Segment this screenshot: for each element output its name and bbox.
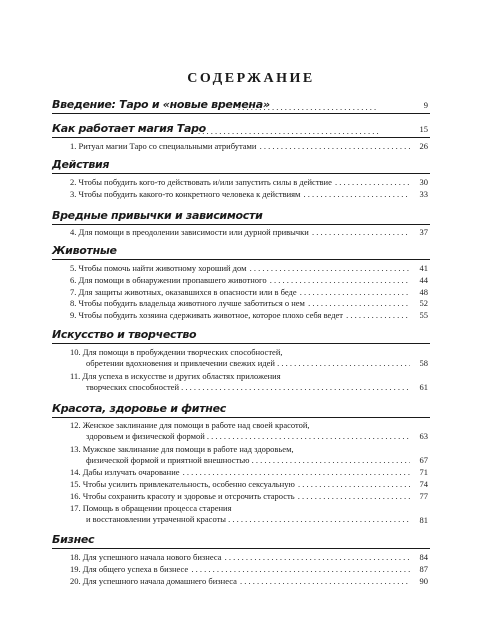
toc-entry-11 [70,371,430,393]
entry-text: 2. Чтобы побудить кого-то действовать и/или запустить силы в действие [70,177,332,187]
entry-text-cont [70,514,410,525]
toc-entry-9 [70,310,410,321]
toc-entry-17 [70,503,430,525]
toc-entry-8 [70,298,410,309]
section-animals [52,243,430,260]
entry-page: 30 [419,177,428,187]
entry-text: 5. Чтобы помочь найти животному хороший дом [70,263,247,273]
entry-text-line2: творческих способностей [86,382,179,392]
toc-entry-5 [70,263,410,274]
entry-text: 9. Чтобы побудить хозяина сдерживать животное, которое плохо себя ведет [70,310,344,320]
section-bad-habits [52,208,430,225]
leader-dots [238,99,398,115]
section-page: 15 [419,124,428,134]
entry-text: 14. Дабы излучать очарование [70,467,180,477]
entry-text: 13. Мужское заклинание для помощи в работе над здоровьем, [70,444,294,454]
entry-text: 10. Для помощи в пробуждении творческих способностей, [70,347,283,357]
entry-page: 74 [419,479,428,489]
section-label: Вредные привычки и зависимости [52,209,263,222]
entry-text-cont [70,455,410,466]
entry-page: 41 [419,263,428,273]
toc-entry-6 [70,275,410,286]
toc-entry-7 [70,287,410,298]
entry-page: 90 [419,576,428,586]
toc-entry-12 [70,420,430,442]
toc-entry-10 [70,347,430,369]
section-page: 9 [423,100,428,110]
entry-text: 18. Для успешного начала нового бизнеса [70,552,222,562]
entry-page: 55 [419,310,428,320]
section-label: Бизнес [52,533,95,546]
section-beauty [52,401,430,418]
entry-text-cont [70,382,410,393]
section-label: Введение: Таро и «новые времена» [52,98,270,111]
section-label: Как работает магия Таро [52,122,206,135]
entry-page: 58 [419,358,428,368]
entry-page: 61 [419,382,428,392]
entry-page: 26 [419,141,428,151]
section-label: Искусство и творчество [52,328,197,341]
entry-text: 19. Для общего успеха в бизнесе [70,564,189,574]
entry-text: 4. Для помощи в преодолении зависимости или дурной привычки [70,227,309,237]
toc-entry-3 [70,189,410,200]
entry-text: 1. Ритуал магии Таро со специальными атрибутами [70,141,257,151]
section-label: Действия [52,158,110,171]
toc-entry-4 [70,227,410,238]
entry-page: 67 [419,455,428,465]
entry-text-cont [70,358,410,369]
toc-entry-2 [70,177,410,188]
entry-page: 33 [419,189,428,199]
entry-text-line2: здоровьем и физической формой [86,431,205,441]
leader-dots [198,123,398,139]
entry-text: 7. Для защиты животных, оказавшихся в опасности или в беде [70,287,297,297]
entry-text: 17. Помощь в обращении процесса старения [70,503,232,513]
section-art [52,327,430,344]
section-actions [52,157,430,174]
entry-text-line2: обретении вдохновения и привлечении свежих идей [86,358,275,368]
entry-text: 8. Чтобы побудить владельца животного лучше заботиться о нем [70,298,305,308]
entry-text: 3. Чтобы побудить какого-то конкретного человека к действиям [70,189,301,199]
toc-entry-13 [70,444,430,466]
section-label: Красота, здоровье и фитнес [52,402,226,415]
entry-text: 6. Для помощи в обнаружении пропавшего животного [70,275,267,285]
entry-text: 15. Чтобы усилить привлекательность, особенно сексуальную [70,479,295,489]
toc-entry-15 [70,479,410,490]
entry-page: 77 [419,491,428,501]
toc-entry-1 [70,141,410,152]
toc-entry-20 [70,576,410,587]
entry-page: 81 [419,515,428,525]
entry-text-line2: и восстановлении утраченной красоты [86,514,227,524]
section-business [52,532,430,549]
entry-text: 11. Для успеха в искусстве и других областях приложения [70,371,281,381]
page-title: СОДЕРЖАНИЕ [187,71,315,86]
section-label: Животные [52,244,117,257]
entry-text: 16. Чтобы сохранить красоту и здоровье и отсрочить старость [70,491,295,501]
entry-text-line2: физической формой и приятной внешностью [86,455,250,465]
entry-page: 71 [419,467,428,477]
entry-page: 84 [419,552,428,562]
entry-page: 48 [419,287,428,297]
entry-text-cont [70,431,410,442]
entry-page: 44 [419,275,428,285]
entry-text: 20. Для успешного начала домашнего бизнеса [70,576,237,586]
entry-page: 63 [419,431,428,441]
entry-page: 37 [419,227,428,237]
entry-page: 87 [419,564,428,574]
toc-entry-16 [70,491,410,502]
toc-entry-18 [70,552,410,563]
toc-entry-19 [70,564,410,575]
entry-text: 12. Женское заклинание для помощи в работе над своей красотой, [70,420,310,430]
toc-entry-14 [70,467,410,478]
entry-page: 52 [419,298,428,308]
